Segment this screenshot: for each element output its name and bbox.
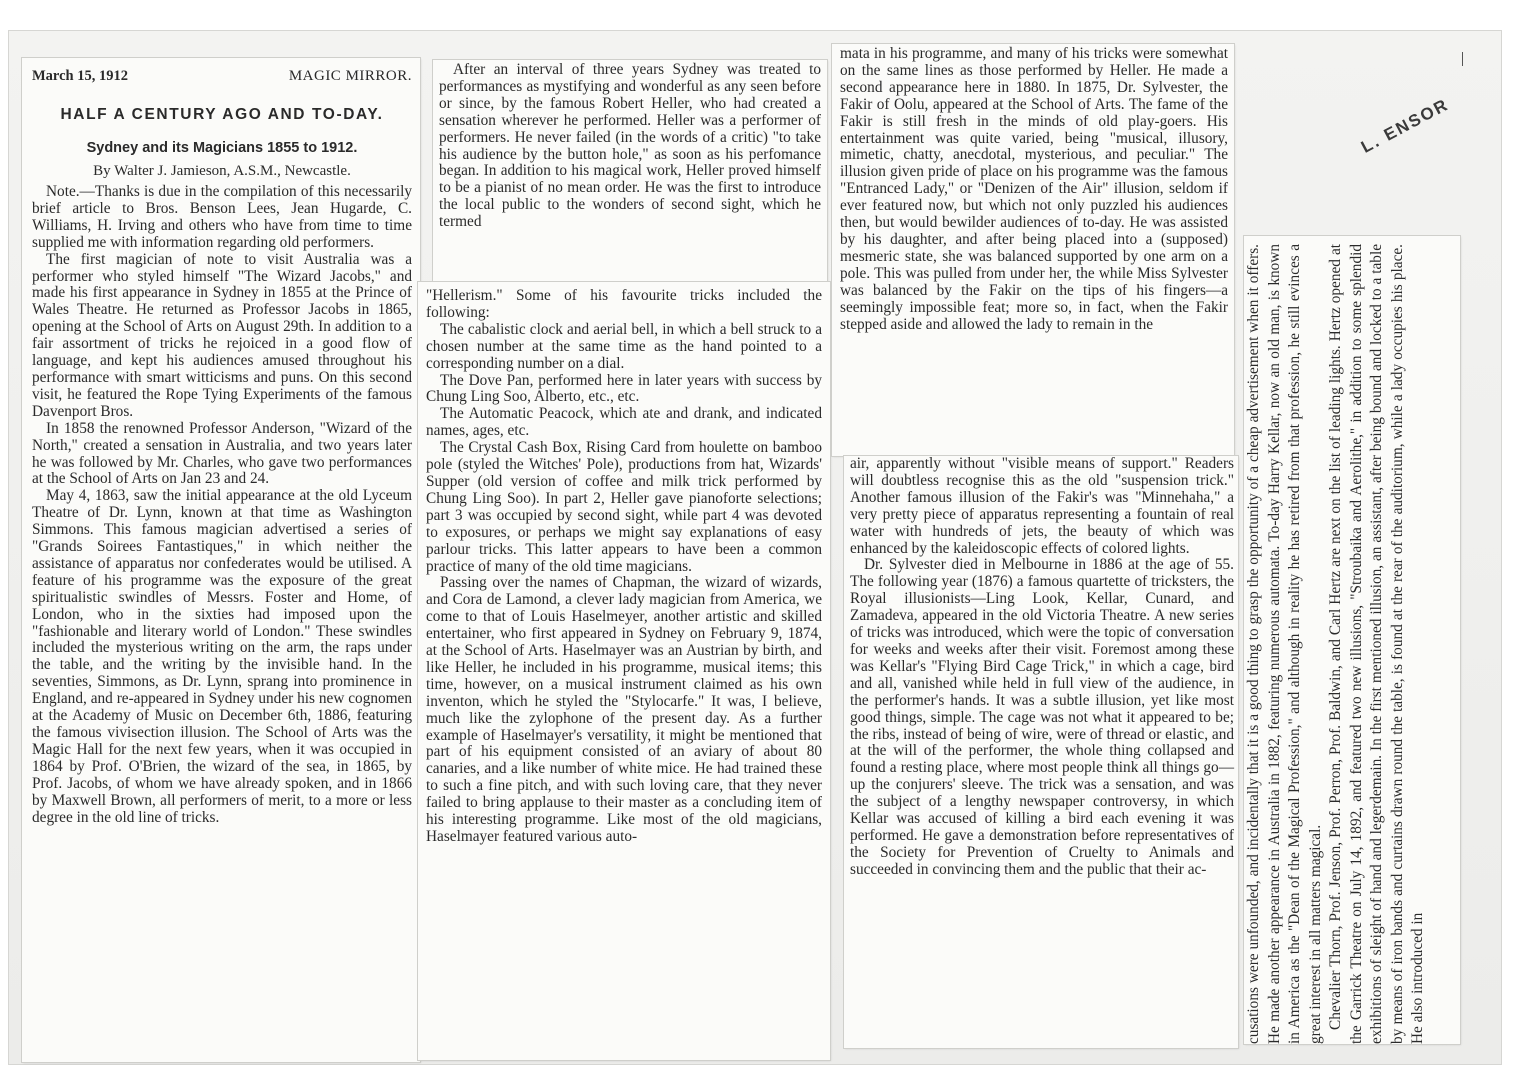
paragraph: mata in his programme, and many of his tricks were somewhat on the same lines as those performed by Heller. He made a second appearance here in 1880. In 1875, Dr. Sylvester, the Fakir of Oolu, appeared at the School of Arts. The fame of the Fakir is still fresh in the minds of old play-goers. His entertainment was quite varied, being "musical, illusory, mimetic, chatty, anecdotal, mysterious, and peculiar." The illusion given pride of place on his programme was the famous "Entranced Lady," or "Denizen of the Air" illusion, seldom if ever featured now, but which not only puzzled his audiences then, but would bewilder audiences of to-day. He was assisted by his daughter, and after being placed into a (supposed) mesmeric state, she was balanced supported by one arm on a pole. This was pulled from under her, the while Miss Sylvester was balanced by the Fakir on the tips of his fingers—a seemingly impossible feat; more so, in fact, when the Fakir stepped aside and allowed the lady to remain in the	[840, 45, 1228, 333]
clipping-column-3-bottom	[844, 456, 1238, 1048]
clipping-rotated-strip	[1244, 236, 1460, 1044]
paragraph: Dr. Sylvester died in Melbourne in 1886 at the age of 55. The following year (1876) a famous quartette of tricksters, the Royal illusionists—Ling Look, Kellar, Cunard, and Zamadeva, appeared in the old Victoria Theatre. A new series of tricks was introduced, which were the topic of conversation for weeks and weeks after their visit. Foremost among these was Kellar's "Flying Bird Cage Trick," in which a cage, bird and all, vanished while held in full view of the audience, in the performer's hands. It was a subtle illusion, yet like most good things, simple. The cage was not what it appeared to be; the ribs, instead of being of wire, were of thread or elastic, and at the will of the performer, the whole thing collapsed and found a resting place, where most people think all things go—up the conjurers' sleeve. The trick was a sensation, and was the subject of a lengthy newspaper controversy, in which Kellar was accused of killing a bird each evening it was performed. He gave a demonstration before representatives of the Society for Prevention of Cruelty to Animals and succeeded in convincing them and the public that their ac-	[850, 556, 1234, 878]
issue-date: March 15, 1912	[32, 68, 128, 84]
magazine-name: MAGIC MIRROR.	[288, 68, 412, 84]
ensor-signature: L. ENSOR	[1358, 94, 1452, 157]
paragraph: Passing over the names of Chapman, the wizard of wizards, and Cora de Lamond, a clever lady magician from America, we come to that of Louis Haselmeyer, another artistic and skilled entertainer, who first appeared in Sydney on February 9, 1874, at the School of Arts. Haselmayer was an Austrian by birth, and like Heller, he included in his programme, musical items; this time, however, on a musical instrument claimed as his own inventon, which he styled the "Stylocarfe." It was, I believe, much like the zylophone of the present day. As a further example of Haselmayer's versatility, it might be mentioned that part of his equipment consisted of an aviary of about 80 canaries, and a like number of white mice. He had trained these to such a fine pitch, and with such loving care, that they never failed to bring applause to their master as a concluding item of his interesting programme. Like most of the old magicians, Haselmayer featured various auto-	[426, 574, 822, 845]
paragraph: "Hellerism." Some of his favourite tricks included the following:	[426, 287, 822, 321]
column-3b-text	[850, 456, 1234, 879]
paragraph: The Crystal Cash Box, Rising Card from houlette on bamboo pole (styled the Witches' Pole), productions from hat, Wizards' Supper (old version of coffee and milk trick performed by Chung Ling Soo). In part 2, Heller gave pianoforte selections; part 3 was occupied by second sight, while part 4 was devoted to exposures, or perhaps we might say explanations of easy parlour tricks. This latter appears to have been a common practice of many of the old time magicians.	[426, 439, 822, 575]
pencil-mark	[1462, 52, 1463, 66]
paragraph: The cabalistic clock and aerial bell, in which a bell struck to a chosen number at the same time as the hand pointed to a corresponding number on a dial.	[426, 320, 822, 372]
clipping-column-1	[22, 58, 420, 1062]
article-subheadline: Sydney and its Magicians 1855 to 1912.	[86, 140, 358, 156]
paragraph: After an interval of three years Sydney was treated to performances as mystifying and wonderful as any seen before or since, by the famous Robert Heller, who had created a sensation wherever he performed. Heller was a performer of performers. He never failed (in the words of a critic) "to take his audience by the button hole," as soon as his perfomance began. In addition to his magical work, Heller proved himself to be a pianist of no mean order. He was the first to introduce the local public to the wonders of second sight, which he termed	[439, 61, 821, 231]
paragraph: In 1858 the renowned Professor Anderson, "Wizard of the North," created a sensation in Australia, and two years later he was followed by Mr. Charles, who gave two performances at the School of Arts on Jan 23 and 24.	[32, 419, 412, 488]
paragraph: Note.—Thanks is due in the compilation of this necessarily brief article to Bros. Benson Lees, Jean Hugarde, C. Williams, H. Irving and others who have from time to time supplied me with information regarding old performers.	[32, 183, 412, 251]
paragraph: cusations were unfounded, and incidentally that it is a good thing to grasp the opportunity of a cheap advertisement when it offers. He made another appearance in Australia in 1882, featuring numerous automata. To-day Harry Kellar, now an old man, is known in America as the "Dean of the Magical Profession," and although in reality he has retired from that profession, he still evinces a great interest in all matters magical.	[1245, 244, 1324, 1044]
column-4-text	[1244, 244, 1429, 1044]
column-2a-text	[439, 62, 821, 231]
article-headline: HALF A CENTURY AGO AND TO-DAY.	[60, 106, 384, 123]
paragraph: air, apparently without "visible means of support." Readers will doubtless recognise this as the old "suspension trick." Another famous illusion of the Fakir's was "Minnehaha," a very pretty piece of apparatus representing a fountain of real water with hundreds of jets, the beauty of which was enhanced by the kaleidoscopic effects of colored lights.	[850, 456, 1234, 557]
paragraph: The Dove Pan, performed here in later years with success by Chung Ling Soo, Alberto, etc., etc.	[426, 371, 822, 406]
paragraph: May 4, 1863, saw the initial appearance at the old Lyceum Theatre of Dr. Lynn, known at that time as Washington Simmons. This famous magician advertised a series of "Grands Soirees Fantastiques," in which neither the assistance of apparatus nor confederates would be utilised. A feature of his programme was the exposure of the great spiritualistic swindles of Messrs. Foster and Home, of London, who in the sixties had imposed upon the "fashionable and literary world of London." These swindles included the mysterious writing on the arm, the raps under the table, and the writing by the invisible hand. In the seventies, Simmons, as Dr. Lynn, sprang into prominence in England, and re-appeared in Sydney under his new cognomen at the Academy of Music on December 6th, 1886, featuring the famous vivisection illusion. The School of Arts was the Magic Hall for the next few years, when it was occupied in 1864 by Prof. O'Brien, the wizard of the sea, in 1865, by Prof. Jacobs, of whom we have already spoken, and in 1866 by Maxwell Brown, all performers of merit, to a more or less degree in the old line of tricks.	[32, 487, 412, 826]
clipping-column-3-top	[832, 44, 1234, 456]
masthead	[32, 68, 412, 90]
column-2b-text	[426, 288, 822, 846]
column-1-text	[32, 184, 412, 826]
paragraph: The first magician of note to visit Australia was a performer who styled himself "The Wizard Jacobs," and made his first appearance in Sydney in 1855 at the Prince of Wales Theatre. He returned as Professor Jacobs in 1865, opening at the School of Arts on August 29th. In addition to a fair assortment of tricks he rejoiced in a good flow of language, and kept his audiences amused throughout his performance with smart witticisms and puns. On this second visit, he featured the Rope Tying Experiments of the famous Davenport Bros.	[32, 250, 412, 420]
clipping-column-2-bottom	[418, 282, 830, 1060]
column-3a-text	[840, 46, 1228, 333]
article-byline: By Walter J. Jamieson, A.S.M., Newcastle.	[93, 163, 351, 179]
clipping-column-2-top	[433, 60, 827, 282]
paragraph: Chevalier Thorn, Prof. Jenson, Prof. Perron, Prof. Baldwin, and Carl Hertz are next on the list of leading lights. Hertz opened at the Garrick Theatre on July 14, 1892, and featured two new illusions, "Stroubaika and Aerolithe," in addition to some splendid exhibitions of sleight of hand and legerdemain. In the first mentioned illusion, an assistant, after being bound and locked to a table by means of iron bands and curtains drawn round the table, is found at the rear of the auditorium, while a lady occupies his place. He also introduced in	[1327, 244, 1426, 1044]
paragraph: The Automatic Peacock, which ate and drank, and indicated names, ages, etc.	[426, 405, 822, 440]
